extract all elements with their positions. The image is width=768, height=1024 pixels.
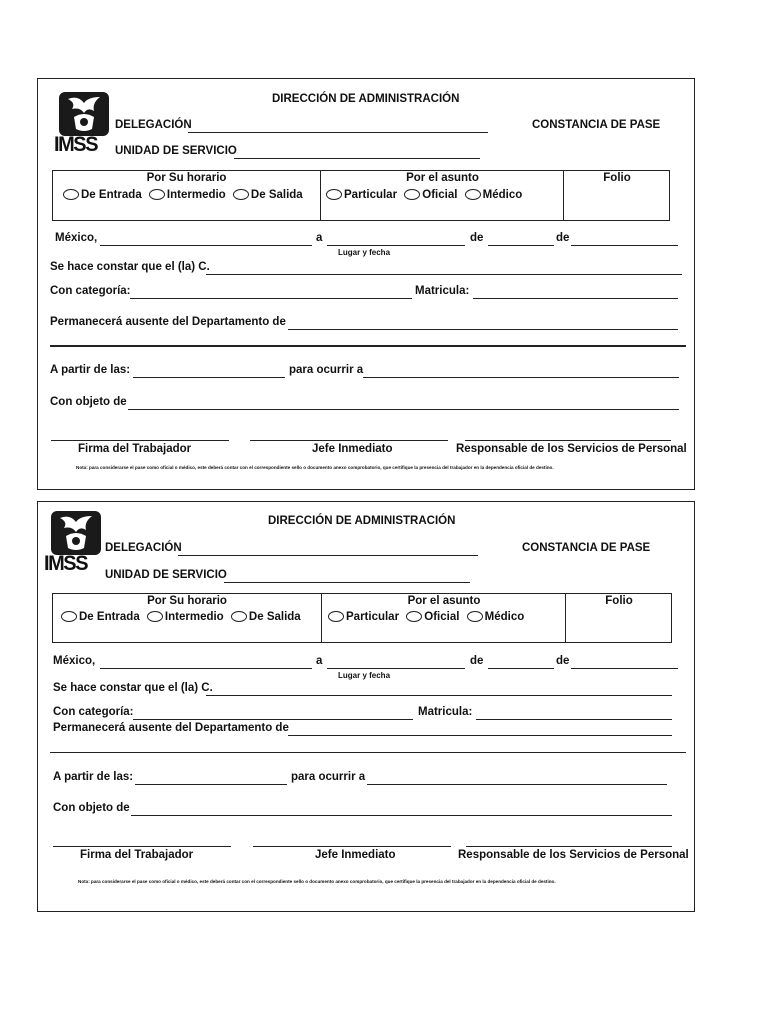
jefe-inmediato-label: Jefe Inmediato — [312, 443, 393, 455]
radio-icon — [404, 189, 420, 200]
option-intermedio[interactable]: Intermedio — [149, 189, 226, 201]
hace-constar-label: Se hace constar que el (la) C. — [53, 682, 213, 694]
matricula-label: Matricula: — [415, 285, 470, 297]
lugar-fecha-caption: Lugar y fecha — [338, 671, 391, 680]
categoria-field[interactable] — [133, 719, 413, 720]
matricula-field[interactable] — [473, 298, 678, 299]
jefe-inmediato-line[interactable] — [253, 846, 451, 847]
radio-icon — [147, 611, 163, 622]
destino-field[interactable] — [367, 784, 667, 785]
destino-field[interactable] — [363, 377, 679, 378]
option-oficial[interactable]: Oficial — [406, 611, 459, 623]
constancia-label: CONSTANCIA DE PASE — [522, 542, 651, 554]
options-table — [52, 170, 670, 221]
responsable-label: Responsable de los Servicios de Personal — [456, 443, 687, 455]
option-de-entrada[interactable]: De Entrada — [63, 189, 142, 201]
lugar-field[interactable] — [327, 245, 465, 246]
radio-icon — [406, 611, 422, 622]
categoria-label: Con categoría: — [53, 706, 134, 718]
radio-icon — [465, 189, 481, 200]
horario-title: Por Su horario — [147, 595, 227, 607]
mexico-field[interactable] — [100, 668, 312, 669]
option-de-entrada[interactable]: De Entrada — [61, 611, 140, 623]
responsable-line[interactable] — [465, 440, 671, 441]
delegacion-field[interactable] — [178, 555, 478, 556]
radio-icon — [63, 189, 79, 200]
jefe-inmediato-line[interactable] — [250, 440, 448, 441]
firma-trabajador-line[interactable] — [51, 440, 229, 441]
lugar-field[interactable] — [327, 668, 465, 669]
imss-eagle-icon — [50, 510, 102, 556]
de-label-1: de — [470, 232, 484, 244]
constancia-label: CONSTANCIA DE PASE — [532, 119, 661, 131]
con-objeto-label: Con objeto de — [50, 396, 127, 408]
departamento-field[interactable] — [288, 329, 678, 330]
option-de-salida[interactable]: De Salida — [233, 189, 303, 201]
delegacion-field[interactable] — [188, 132, 488, 133]
asunto-column — [321, 594, 566, 642]
anio-field[interactable] — [571, 245, 678, 246]
hora-field[interactable] — [135, 784, 287, 785]
radio-icon — [467, 611, 483, 622]
asunto-title: Por el asunto — [406, 172, 479, 184]
a-label: a — [316, 232, 323, 244]
delegacion-label: DELEGACIÓN — [105, 542, 182, 554]
nombre-field[interactable] — [206, 274, 682, 275]
horario-column — [53, 171, 320, 220]
hace-constar-label: Se hace constar que el (la) C. — [50, 261, 210, 273]
para-ocurrir-label: para ocurrir a — [289, 364, 364, 376]
imss-eagle-icon — [58, 91, 110, 137]
mexico-label: México, — [53, 655, 96, 667]
de-label-1: de — [470, 655, 484, 667]
delegacion-label: DELEGACIÓN — [115, 119, 192, 131]
asunto-title: Por el asunto — [407, 595, 481, 607]
a-partir-label: A partir de las: — [53, 771, 134, 783]
option-medico[interactable]: Médico — [467, 611, 525, 623]
header-title: DIRECCIÓN DE ADMINISTRACIÓN — [268, 515, 456, 527]
options-table — [52, 593, 672, 643]
para-ocurrir-label: para ocurrir a — [291, 771, 366, 783]
de-label-2: de — [556, 232, 570, 244]
lugar-fecha-caption: Lugar y fecha — [338, 248, 391, 257]
objeto-field[interactable] — [131, 815, 672, 816]
categoria-label: Con categoría: — [50, 285, 131, 297]
mes-field[interactable] — [488, 668, 554, 669]
option-intermedio[interactable]: Intermedio — [147, 611, 224, 623]
folio-label: Folio — [605, 595, 633, 607]
mexico-label: México, — [55, 232, 98, 244]
option-medico[interactable]: Médico — [465, 189, 523, 201]
radio-icon — [328, 611, 344, 622]
radio-icon — [326, 189, 342, 200]
firma-trabajador-label: Firma del Trabajador — [78, 443, 192, 455]
unidad-label: UNIDAD DE SERVICIO — [115, 145, 237, 157]
option-oficial[interactable]: Oficial — [404, 189, 457, 201]
mes-field[interactable] — [488, 245, 554, 246]
objeto-field[interactable] — [128, 409, 679, 410]
radio-icon — [149, 189, 165, 200]
header-title: DIRECCIÓN DE ADMINISTRACIÓN — [272, 93, 460, 105]
anio-field[interactable] — [571, 668, 678, 669]
unidad-field[interactable] — [224, 582, 470, 583]
nombre-field[interactable] — [206, 695, 672, 696]
folio-column[interactable] — [563, 171, 670, 220]
folio-label: Folio — [603, 172, 631, 184]
firma-trabajador-line[interactable] — [53, 846, 231, 847]
section-divider — [50, 345, 686, 347]
logo-text: IMSS — [44, 552, 88, 575]
a-partir-label: A partir de las: — [50, 364, 131, 376]
radio-icon — [233, 189, 249, 200]
matricula-label: Matricula: — [418, 706, 473, 718]
asunto-column — [320, 171, 564, 220]
categoria-field[interactable] — [130, 298, 412, 299]
de-label-2: de — [556, 655, 570, 667]
matricula-field[interactable] — [476, 719, 672, 720]
radio-icon — [231, 611, 247, 622]
option-particular[interactable]: Particular — [328, 611, 399, 623]
firma-trabajador-label: Firma del Trabajador — [80, 849, 194, 861]
logo-text: IMSS — [54, 133, 98, 156]
radio-icon — [61, 611, 77, 622]
permanecera-label: Permanecerá ausente del Departamento de — [53, 722, 289, 734]
option-particular[interactable]: Particular — [326, 189, 397, 201]
mexico-field[interactable] — [100, 245, 312, 246]
responsable-line[interactable] — [466, 846, 672, 847]
folio-column[interactable] — [565, 594, 672, 642]
horario-column — [53, 594, 321, 642]
unidad-field[interactable] — [234, 158, 480, 159]
pass-form-1 — [37, 78, 695, 490]
option-de-salida[interactable]: De Salida — [231, 611, 301, 623]
con-objeto-label: Con objeto de — [53, 802, 130, 814]
pass-form-2 — [37, 501, 695, 912]
permanecera-label: Permanecerá ausente del Departamento de — [50, 316, 286, 328]
note-text: Nota: para considerarse el pase como oficial o médico, este deberá contar con el correspondiente sello o documento anexo comprobatorio, que certifique la presencia del trabajador en la dependencia oficial de destino. — [76, 465, 554, 470]
a-label: a — [316, 655, 323, 667]
unidad-label: UNIDAD DE SERVICIO — [105, 569, 227, 581]
departamento-field[interactable] — [288, 735, 672, 736]
responsable-label: Responsable de los Servicios de Personal — [458, 849, 689, 861]
section-divider — [50, 752, 686, 753]
horario-title: Por Su horario — [146, 172, 227, 184]
jefe-inmediato-label: Jefe Inmediato — [315, 849, 396, 861]
note-text: Nota: para considerarse el pase como oficial o médico, este deberá contar con el correspondiente sello o documento anexo comprobatorio, que certifique la presencia del trabajador en la dependencia oficial de destino. — [78, 879, 556, 884]
hora-field[interactable] — [133, 377, 285, 378]
